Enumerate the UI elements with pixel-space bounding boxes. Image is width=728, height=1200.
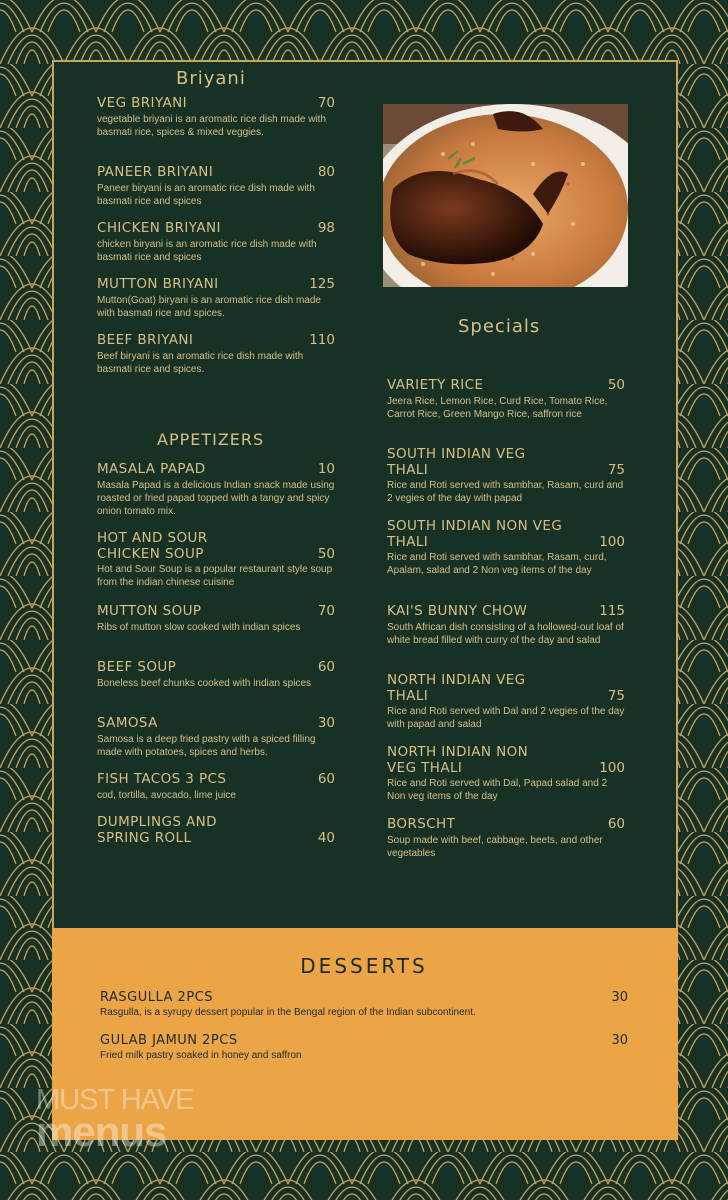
specials-title: Specials [458,316,541,337]
item-price: 100 [599,533,625,550]
menu-item [97,462,335,518]
item-name: BEEF SOUP [97,659,177,675]
item-description: Jeera Rice, Lemon Rice, Curd Rice, Tomato Rice, Carrot Rice, Green Mango Rice, saffron rice [387,395,608,420]
item-description: Boneless beef chunks cooked with indian spices [97,677,312,689]
menu-item [387,447,625,505]
item-price: 40 [317,829,335,846]
item-price: 110 [309,332,335,348]
watermark-line-2: menus [36,1108,167,1155]
item-price: 125 [309,276,335,292]
menu-item [97,604,335,634]
item-name: VARIETY RICE [387,377,484,393]
menu-item [97,716,335,759]
item-price: 60 [607,816,625,832]
desserts-title: DESSERTS [300,954,428,978]
item-name: KAI'S BUNNY CHOW [387,603,528,619]
item-price: 30 [611,990,628,1005]
item-description: Rice and Roti served with Dal, Papad salad and 2 Non veg items of the day [387,778,608,802]
menu-item [387,378,625,421]
item-description: South African dish consisting of a hollowed-out loaf of white bread filled with curry of the day and salad [387,621,624,646]
must-have-menus-watermark [36,1084,226,1155]
item-description: chicken biryani is an aromatic rice dish made with basmati rice and spices [97,238,317,263]
item-description: Rice and Roti served with Dal and 2 vegies of the day with papad and salad [387,706,625,730]
item-price: 100 [599,759,625,776]
item-name: NORTH INDIAN NON VEG THALI [387,744,529,776]
item-price: 50 [607,377,625,393]
item-name: MUTTON SOUP [97,603,202,619]
menu-item [97,221,335,264]
item-name: MASALA PAPAD [97,461,206,477]
menu-item [387,673,625,731]
menu-item [97,531,335,589]
item-name: SAMOSA [97,715,158,731]
item-description: Fried milk pastry soaked in honey and saffron [100,1050,302,1061]
item-description: Soup made with beef, cabbage, beets, and other vegetables [387,834,603,859]
item-price: 75 [607,461,625,478]
watermark-line-1: MUST HAVE [36,1084,194,1116]
item-description: Hot and Sour Soup is a popular restaurant style soup from the indian chinese cuisine [97,564,333,588]
item-name: SOUTH INDIAN NON VEG THALI [387,518,563,550]
item-description: Samosa is a deep fried pastry with a spiced filling made with potatoes, spices and herbs. [97,733,316,758]
item-description: Mutton(Goat) biryani is an aromatic rice dish made with basmati rice and spices. [97,294,321,319]
dessert-item [100,990,628,1018]
item-name: CHICKEN BRIYANI [97,220,221,236]
item-name: BORSCHT [387,816,456,832]
menu-item [387,817,625,860]
item-name: BEEF BRIYANI [97,332,194,348]
item-name: HOT AND SOUR CHICKEN SOUP [97,530,208,562]
item-name: RASGULLA 2PCS [100,990,213,1005]
item-description: Rice and Roti served with sambhar, Rasam, curd, Apalam, salad and 2 Non veg items of the day [387,552,607,576]
item-name: PANEER BRIYANI [97,164,214,180]
item-description: Beef biryani is an aromatic rice dish made with basmati rice and spices. [97,350,304,375]
menu-item [97,96,335,139]
menu-item [97,815,335,846]
item-price: 75 [607,687,625,704]
item-description: vegetable briyani is an aromatic rice dish made with basmati rice, spices & mixed veggies. [97,113,326,138]
menu-item [97,165,335,208]
item-price: 50 [317,545,335,562]
biryani-photo [383,104,628,287]
item-description: Ribs of mutton slow cooked with indian spices [97,621,301,633]
item-description: Rice and Roti served with sambhar, Rasam, curd and 2 vegies of the day with papad [387,480,624,504]
briyani-title: Briyani [176,68,246,89]
item-name: DUMPLINGS AND SPRING ROLL [97,814,217,846]
item-price: 10 [317,461,335,477]
menu-item [97,772,335,802]
item-description: Paneer biryani is an aromatic rice dish made with basmati rice and spices [97,182,315,207]
item-description: Masala Papad is a delicious Indian snack made using roasted or fried papad topped with a tangy and spicy onion tomato mix. [97,479,335,517]
item-price: 30 [317,715,335,731]
appetizers-title: APPETIZERS [157,430,265,449]
menu-item [387,604,625,647]
item-price: 98 [317,220,335,236]
item-price: 70 [317,95,335,111]
item-description: cod, tortilla, avocado, lime juice [97,789,236,801]
item-price: 60 [317,659,335,675]
item-name: VEG BRIYANI [97,95,188,111]
item-description: Rasgulla, is a syrupy dessert popular in the Bengal region of the Indian subcontinent. [100,1007,476,1018]
item-name: SOUTH INDIAN VEG THALI [387,446,526,478]
item-price: 30 [611,1033,628,1048]
item-price: 115 [599,603,625,619]
item-price: 80 [317,164,335,180]
dessert-item [100,1033,628,1061]
menu-item [387,519,625,577]
item-name: MUTTON BRIYANI [97,276,219,292]
menu-item [97,333,335,376]
menu-item [97,660,335,690]
item-name: GULAB JAMUN 2PCS [100,1033,238,1048]
item-name: FISH TACOS 3 PCS [97,771,227,787]
item-price: 70 [317,603,335,619]
item-price: 60 [317,771,335,787]
menu-item [97,277,335,320]
item-name: NORTH INDIAN VEG THALI [387,672,526,704]
menu-item [387,745,625,803]
